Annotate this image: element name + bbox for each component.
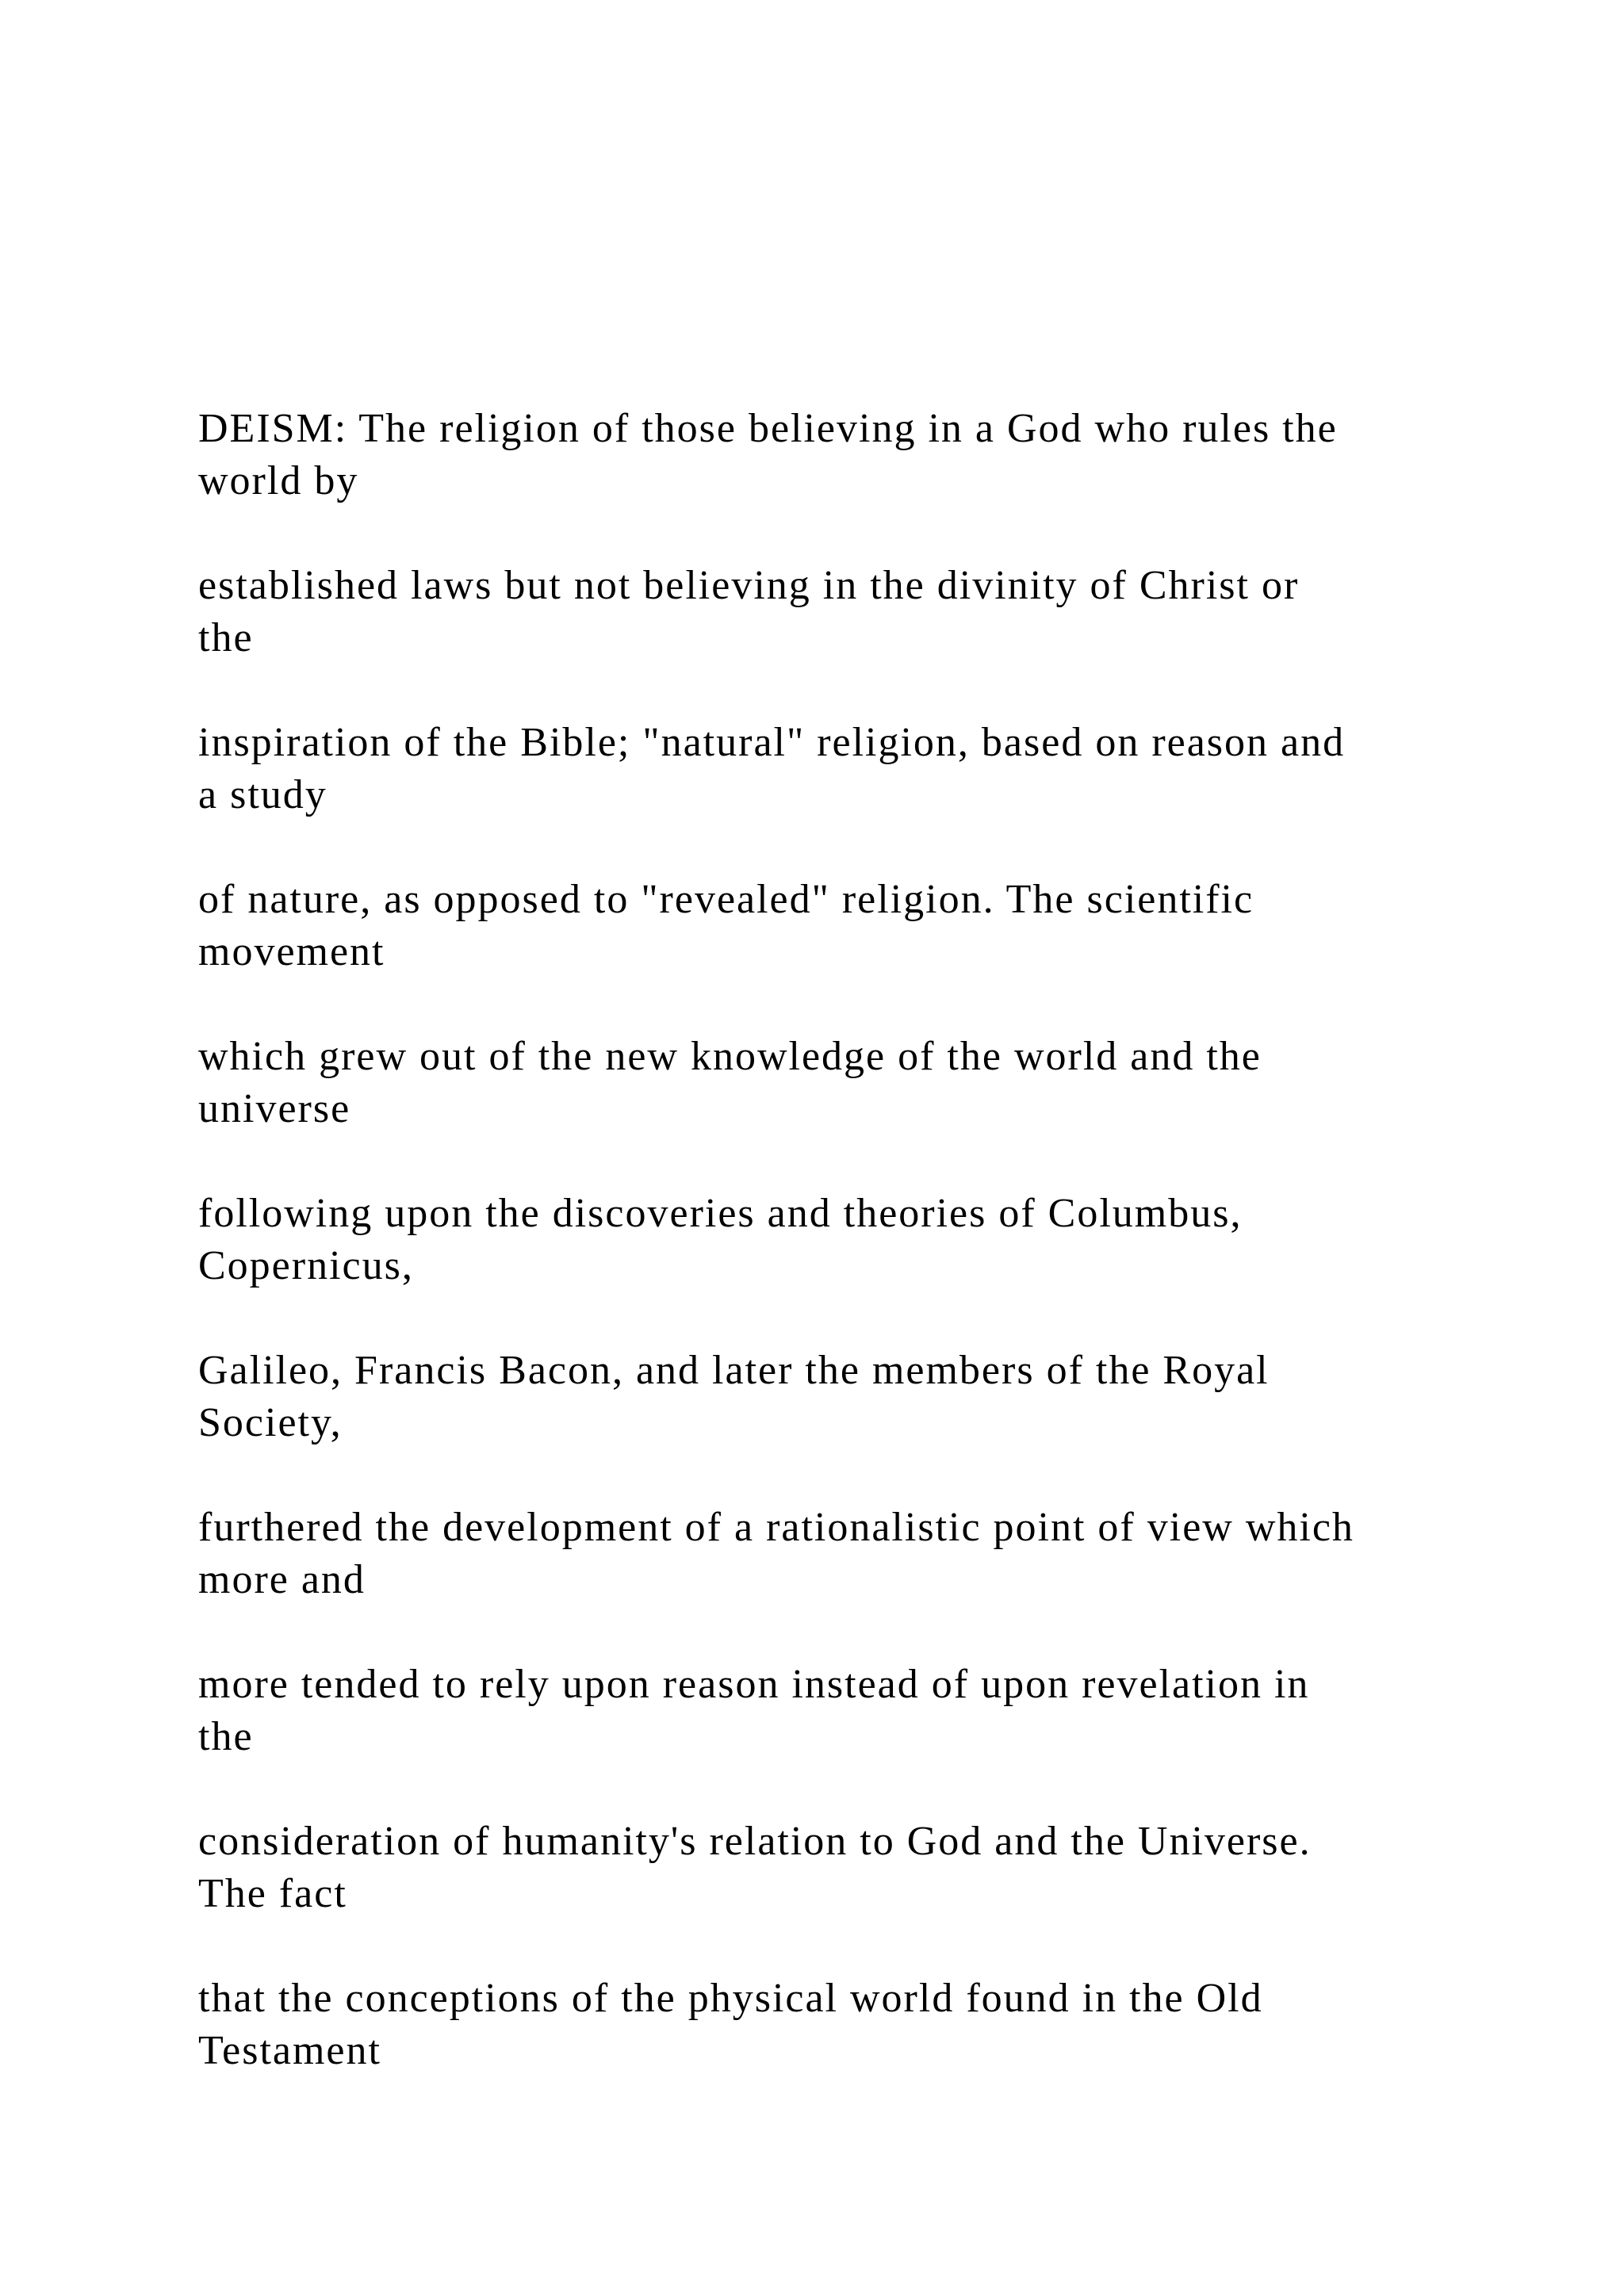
text-line: Testament — [198, 2028, 381, 2073]
text-line: of nature, as opposed to "revealed" religion. The scientific — [198, 877, 1254, 922]
text-line: universe — [198, 1086, 351, 1131]
text-line: a study — [198, 772, 327, 817]
text-line: DEISM: The religion of those believing in a God who rules the — [198, 406, 1338, 451]
paragraph — [198, 1973, 1467, 2077]
text-line: world by — [198, 458, 359, 503]
text-line: more tended to rely upon reason instead of upon revelation in — [198, 1662, 1310, 1707]
paragraph — [198, 1659, 1467, 1763]
paragraph — [198, 1345, 1467, 1449]
text-line: Galileo, Francis Bacon, and later the members of the Royal — [198, 1348, 1270, 1393]
document-body — [198, 403, 1467, 2130]
text-line: which grew out of the new knowledge of the world and the — [198, 1034, 1262, 1079]
paragraph — [198, 717, 1467, 821]
text-line: movement — [198, 929, 385, 974]
text-line: that the conceptions of the physical world found in the Old — [198, 1976, 1263, 2021]
text-line: established laws but not believing in the divinity of Christ or — [198, 563, 1300, 608]
text-line: more and — [198, 1557, 366, 1602]
paragraph — [198, 560, 1467, 664]
text-line: consideration of humanity's relation to God and the Universe. — [198, 1819, 1312, 1864]
text-line: Society, — [198, 1400, 343, 1445]
paragraph — [198, 1502, 1467, 1606]
paragraph — [198, 1188, 1467, 1292]
paragraph — [198, 403, 1467, 507]
paragraph — [198, 1031, 1467, 1135]
text-line: the — [198, 615, 254, 660]
text-line: Copernicus, — [198, 1243, 414, 1288]
text-line: following upon the discoveries and theories of Columbus, — [198, 1191, 1243, 1236]
paragraph — [198, 874, 1467, 978]
text-line: The fact — [198, 1871, 347, 1916]
text-line: the — [198, 1714, 254, 1759]
paragraph — [198, 1816, 1467, 1920]
text-line: inspiration of the Bible; "natural" religion, based on reason and — [198, 720, 1346, 765]
text-line: furthered the development of a rationalistic point of view which — [198, 1505, 1354, 1550]
